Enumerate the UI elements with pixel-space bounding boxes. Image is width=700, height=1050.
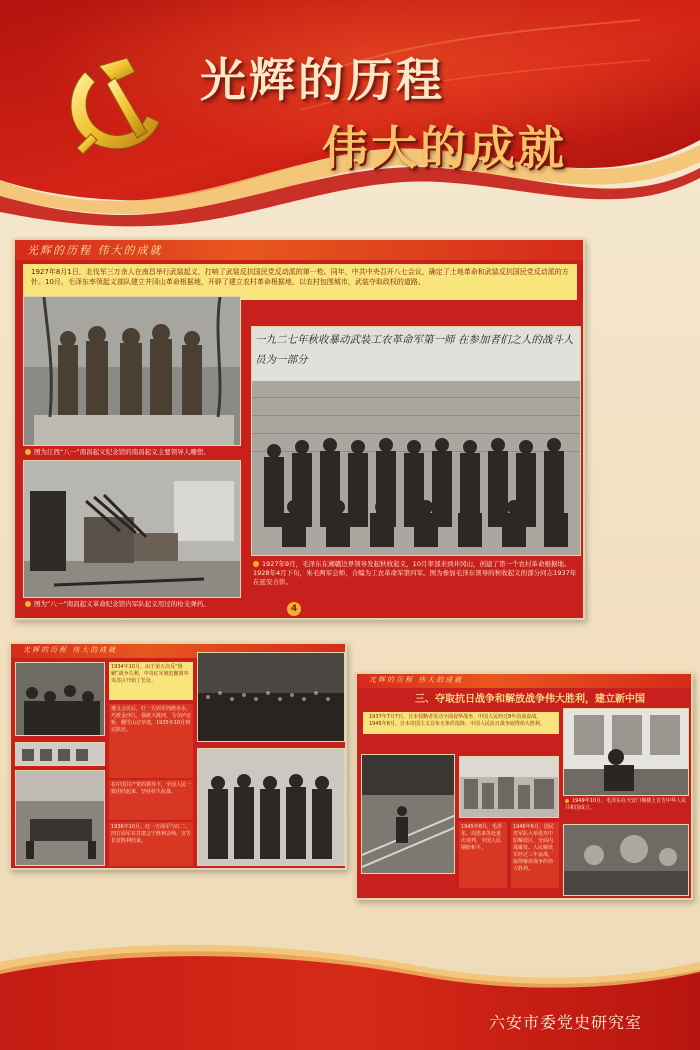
photo-battle bbox=[563, 824, 689, 896]
hammer-sickle-emblem bbox=[55, 52, 173, 160]
photo-weapons bbox=[23, 460, 241, 598]
text-block-top: 1934年10月，由于第五次反“围剿”战争失利，中央红军被迫撤离中央苏区开始了长征。 bbox=[109, 662, 193, 700]
photo-mao-desk bbox=[563, 708, 689, 796]
caption-weapons-text: 图为“八一”南昌起义革命纪念馆内军队起义用过的枪支弹药。 bbox=[34, 600, 210, 608]
poster-title-line1: 光辉的历程 bbox=[200, 53, 445, 107]
text-block-low2: 1936年10月，红一方面军与红二、四方面军在甘肃会宁胜利会师，宣告长征胜利结束。 bbox=[109, 822, 193, 866]
caption-group-text: 1927年9月，毛泽东在湘赣边界领导发起秋收起义，10月率部来到井冈山，创建了第一个农村革命根据地。1928年4月下旬，朱毛两军会师，合编为工农革命军第四军。图为参加毛泽东领导的秋收起义的部分同志1937年在延安合影。 bbox=[253, 560, 577, 586]
photo-stairs bbox=[361, 754, 455, 874]
caption-statue bbox=[25, 448, 241, 457]
bullet-icon bbox=[25, 601, 31, 607]
caption-statue-text: 图为江西“八一”南昌起义纪念馆的南昌起义主要领导人雕塑。 bbox=[34, 448, 210, 456]
panel-intro-text: 1937年7月7日，日本侵略者发动全面侵华战争，中国人民经过8年浴血奋战，1945年8月，日本帝国主义宣布无条件投降，中国人民抗日战争取得伟大胜利。 bbox=[363, 712, 559, 734]
exhibit-panel-1 bbox=[13, 238, 585, 620]
panel-header-label: 光辉的历程 伟大的成就 bbox=[23, 646, 118, 654]
photo-crowd bbox=[197, 652, 345, 742]
bullet-icon bbox=[25, 449, 31, 455]
panel-header-strip bbox=[15, 240, 583, 260]
panel-intro-text: 1927年8月1日，北伐军三万余人在南昌举行武装起义，打响了武装反抗国民党反动派的第一枪。同年，中共中央召开八七会议，确定了土地革命和武装反抗国民党反动派的方针。10月，毛泽东率领起义部队建立井冈山革命根据地，开辟了建立农村革命根据地，以农村包围城市，武装夺取政权的道路。 bbox=[23, 264, 577, 300]
photo-strip bbox=[15, 742, 105, 766]
caption-weapons bbox=[25, 600, 325, 609]
text-block-mid: 1945年8月，毛泽东、周恩来等赴重庆谈判，全国人民期盼和平。 bbox=[459, 822, 507, 888]
photo-city bbox=[459, 756, 559, 818]
text-block-low1: 在中国共产党的领导下，全国人民一致团结起来，坚持持久抗战。 bbox=[109, 780, 193, 820]
page-number-badge: 4 bbox=[287, 602, 301, 616]
text-block-mid: 遵义会议后，红一方面军四渡赤水，巧渡金沙江，强渡大渡河，飞夺泸定桥，翻雪山过草地，1935年10月到达陕北。 bbox=[109, 704, 193, 778]
handwritten-banner: 一九二七年秋收暴动武装工农革命军第一师 在参加者们之人的战斗人员为一部分 bbox=[255, 334, 574, 366]
exhibit-panel-3 bbox=[355, 672, 693, 900]
organization-footer: 六安市委党史研究室 bbox=[488, 1013, 642, 1032]
photo-statue bbox=[23, 296, 241, 446]
caption-right-text: 1949年10月，毛泽东在天安门城楼上宣告中华人民共和国成立。 bbox=[565, 798, 687, 811]
text-block-right: 1946年6月，国民党军队大举进攻中原解放区，全面内战爆发。人民解放军经过三年奋战，取得解放战争的伟大胜利。 bbox=[511, 822, 559, 888]
bottom-banner bbox=[0, 940, 700, 1050]
caption-group bbox=[253, 560, 579, 587]
bullet-icon bbox=[253, 561, 259, 567]
section-title: 三、夺取抗日战争和解放战争伟大胜利，建立新中国 bbox=[415, 694, 645, 705]
caption-right bbox=[565, 798, 689, 812]
panel-header-strip bbox=[357, 674, 691, 688]
panel-header-label: 光辉的历程 伟大的成就 bbox=[369, 676, 464, 684]
bullet-icon bbox=[565, 799, 569, 803]
poster-title-line2: 伟大的成就 bbox=[322, 121, 567, 175]
photo-long-march-1 bbox=[15, 662, 105, 736]
exhibit-panel-2 bbox=[9, 642, 347, 870]
photo-meeting-room bbox=[15, 770, 105, 866]
panel-header-label: 光辉的历程 伟大的成就 bbox=[27, 244, 163, 257]
photo-leaders-group bbox=[197, 748, 345, 866]
